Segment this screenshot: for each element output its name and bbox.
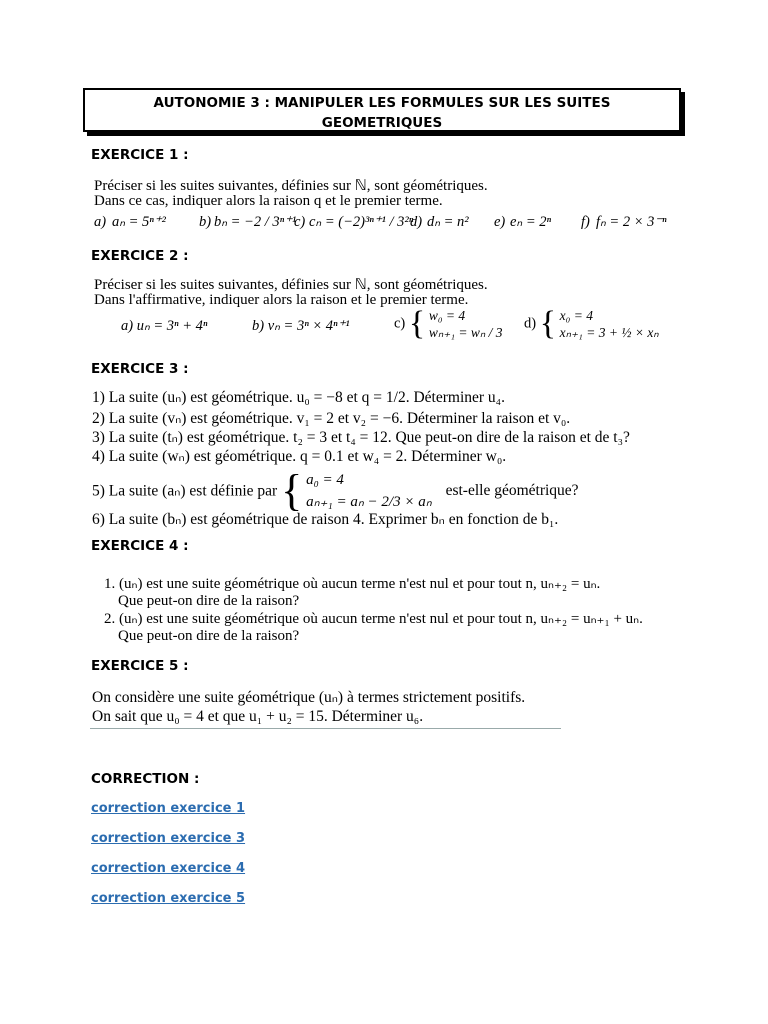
exercise-4-heading: EXERCICE 4 : — [91, 538, 189, 554]
brace-icon: { — [281, 466, 303, 515]
exercise-2-item-d-label: d) — [524, 315, 537, 332]
exercise-1-item-a: a) — [94, 214, 107, 230]
correction-link-exercise-4[interactable]: correction exercice 4 — [91, 861, 246, 876]
exercise-2-d-line-1: x₀ = 4 — [559, 308, 593, 323]
exercise-1-item-f-expr: fₙ = 2 × 3⁻ⁿ — [596, 214, 667, 230]
exercise-4-item-2-line-2: Que peut-on dire de la raison? — [118, 628, 300, 644]
exercise-5-line-1: On considère une suite géométrique (uₙ) à termes strictement positifs. — [92, 689, 526, 706]
brace-icon: { — [539, 305, 557, 342]
exercise-3-heading: EXERCICE 3 : — [91, 361, 189, 377]
exercise-2-heading: EXERCICE 2 : — [91, 248, 189, 264]
exercise-2-d-line-2: xₙ₊₁ = 3 + ½ × xₙ — [559, 325, 659, 340]
exercise-2-c-line-1: w₀ = 4 — [428, 308, 466, 323]
exercise-1-item-a-expr: aₙ = 5ⁿ⁺² — [112, 214, 166, 230]
exercise-3-line-5-sys-2: aₙ₊₁ = aₙ − 2/3 × aₙ — [306, 494, 432, 510]
exercise-2-item-d — [524, 307, 659, 341]
exercise-1-item-e-expr: eₙ = 2ⁿ — [510, 214, 552, 230]
exercise-2-line-2: Dans l'affirmative, indiquer alors la raison et le premier terme. — [94, 292, 469, 308]
correction-link-exercise-1[interactable]: correction exercice 1 — [91, 801, 246, 816]
divider — [90, 728, 561, 729]
exercise-3-line-5 — [92, 466, 579, 515]
exercise-1-item-f: f) — [581, 214, 590, 230]
title-line-2: GEOMETRIQUES — [321, 115, 443, 131]
exercise-3-line-4: 4) La suite (wₙ) est géométrique. q = 0.1 et w₄ = 2. Déterminer w₀. — [92, 448, 507, 465]
exercise-1-heading: EXERCICE 1 : — [91, 147, 189, 163]
exercise-3-line-2: 2) La suite (vₙ) est géométrique. v₁ = 2 et v₂ = −6. Déterminer la raison et v₀. — [92, 410, 571, 427]
exercise-2-item-c-system — [429, 307, 503, 341]
exercise-2-item-c — [394, 307, 503, 341]
exercise-5-heading: EXERCICE 5 : — [91, 658, 189, 674]
exercise-4-item-1-line-1: 1. (uₙ) est une suite géométrique où aucun terme n'est nul et pour tout n, uₙ₊₂ = uₙ. — [104, 576, 601, 592]
exercise-1-line-1: Préciser si les suites suivantes, définies sur ℕ, sont géométriques. — [94, 178, 488, 194]
correction-heading: CORRECTION : — [91, 771, 200, 787]
page-title — [83, 88, 681, 132]
exercise-1-item-b-expr: bₙ = −2 / 3ⁿ⁺¹ — [214, 214, 297, 230]
exercise-4-item-2 — [104, 611, 643, 645]
exercise-3-line-5-system — [306, 469, 432, 513]
exercise-2-c-line-2: wₙ₊₁ = wₙ / 3 — [428, 325, 503, 340]
correction-link-exercise-3[interactable]: correction exercice 3 — [91, 831, 246, 846]
exercise-5-line-2: On sait que u₀ = 4 et que u₁ + u₂ = 15. Déterminer u₆. — [92, 708, 424, 725]
exercise-1-line-2: Dans ce cas, indiquer alors la raison q et le premier terme. — [94, 193, 443, 209]
exercise-1-item-d: d) — [410, 214, 423, 230]
exercise-4-item-1-line-2: Que peut-on dire de la raison? — [118, 593, 300, 609]
exercise-1-item-e: e) — [494, 214, 506, 230]
exercise-1-item-c-expr: cₙ = (−2)³ⁿ⁺¹ / 3²ⁿ — [309, 214, 414, 230]
brace-icon: { — [408, 305, 426, 342]
exercise-1-item-d-expr: dₙ = n² — [427, 214, 469, 230]
exercise-3-line-3: 3) La suite (tₙ) est géométrique. t₂ = 3 et t₄ = 12. Que peut-on dire de la raison et de t₃? — [92, 429, 630, 446]
exercise-3-line-5-start: 5) La suite (aₙ) est définie par — [92, 482, 278, 500]
exercise-4-item-1 — [104, 576, 600, 610]
exercise-2-line-1: Préciser si les suites suivantes, définies sur ℕ, sont géométriques. — [94, 277, 488, 293]
correction-link-exercise-5[interactable]: correction exercice 5 — [91, 891, 246, 906]
exercise-3-line-5-end: est-elle géométrique? — [445, 482, 579, 499]
exercise-3-line-6: 6) La suite (bₙ) est géométrique de raison 4. Exprimer bₙ en fonction de b₁. — [92, 511, 559, 528]
exercise-2-item-b: b) vₙ = 3ⁿ × 4ⁿ⁺¹ — [252, 318, 350, 334]
exercise-3-line-1: 1) La suite (uₙ) est géométrique. u₀ = −8 et q = 1/2. Déterminer u₄. — [92, 389, 505, 406]
exercise-2-item-c-label: c) — [394, 315, 406, 332]
exercise-2-item-a: a) uₙ = 3ⁿ + 4ⁿ — [121, 318, 208, 334]
exercise-4-item-2-line-1: 2. (uₙ) est une suite géométrique où aucun terme n'est nul et pour tout n, uₙ₊₂ = uₙ₊₁ + uₙ. — [104, 611, 643, 627]
title-line-1: AUTONOMIE 3 : MANIPULER LES FORMULES SUR LES SUITES — [153, 95, 611, 111]
exercise-1-item-c: c) — [294, 214, 306, 230]
exercise-2-item-d-system — [560, 307, 659, 341]
exercise-3-line-5-sys-1: a₀ = 4 — [306, 472, 344, 488]
exercise-1-item-b: b) — [199, 214, 212, 230]
